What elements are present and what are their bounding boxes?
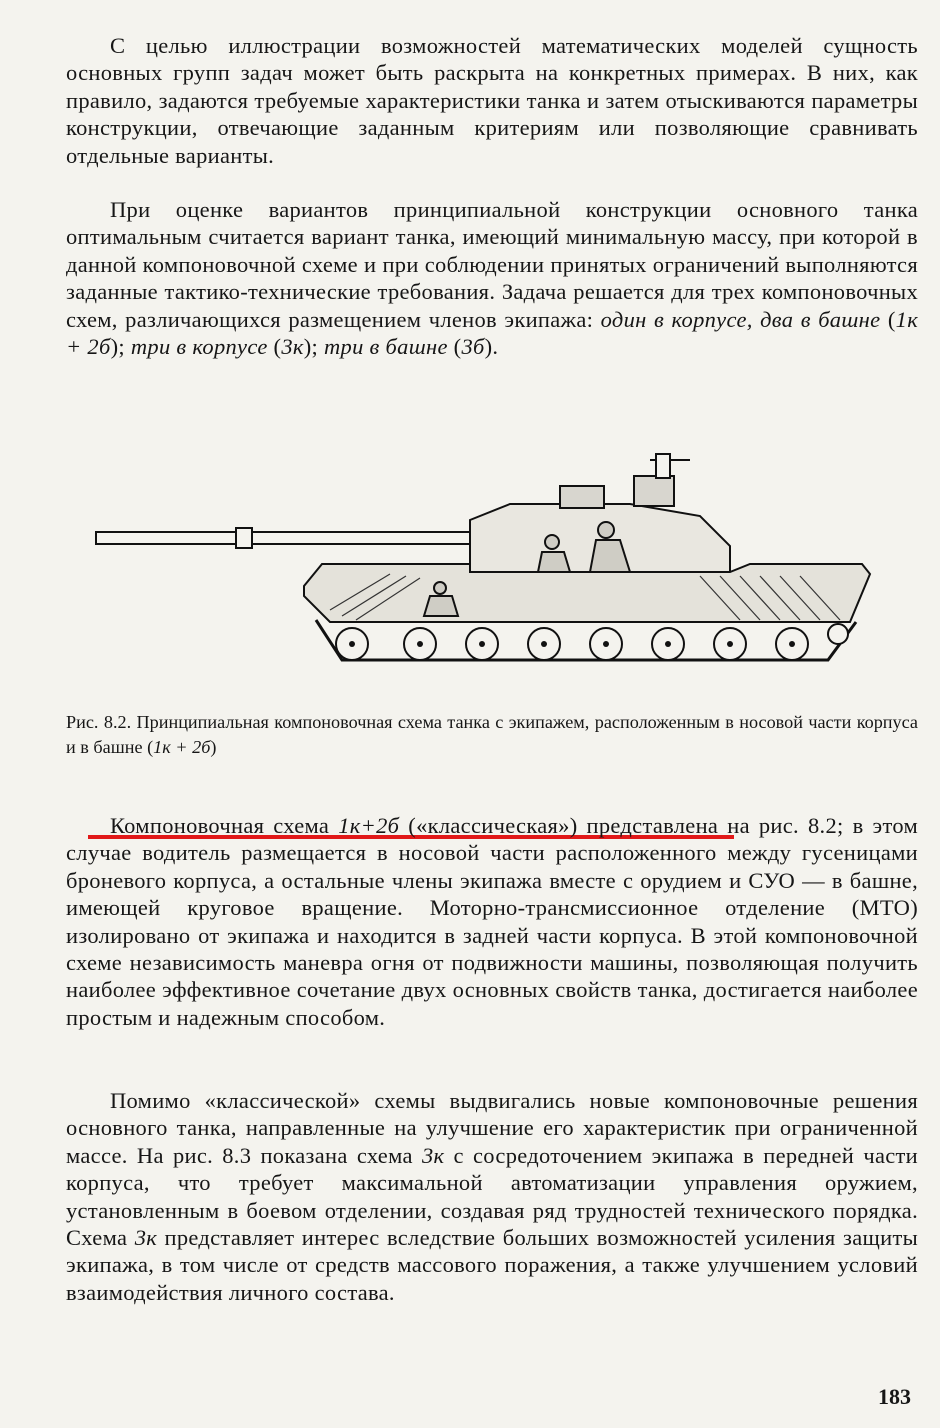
text-fragment: с сосредоточением экипажа в передней части корпуса, что требует максимальной автоматизации управления оружием, установленным в боевом отделении, создавая ряд трудностей технического порядка. Схема — [66, 1142, 918, 1251]
scheme-3k-ref-1: 3к — [421, 1142, 445, 1168]
text-fragment: ( — [267, 334, 282, 360]
text-fragment: ). — [484, 334, 499, 360]
highlighted-phrase-scheme: 1к+2б — [338, 813, 400, 838]
text-fragment: ( — [880, 306, 896, 332]
text-fragment: ) — [210, 736, 217, 757]
paragraph-variants — [66, 196, 918, 360]
page-number: 183 — [878, 1384, 911, 1409]
paragraph-classic-scheme-text: представлена на рис. 8.2; в этом случае водитель размещается в носовой части расположенного между гусеницами броневого корпуса, а остальные члены экипажа вместе с орудием и СУО — в башне, имеющей круговое вращение. Моторно-трансмиссионное отделение (МТО) изолировано от экипажа и находится в задней части корпуса. В этой компоновочной схеме независимость маневра огня от подвижности машины, позволяющая получить наиболее эффективное сочетание двух основных свойств танка, достигается наиболее простым и надежным способом. — [66, 813, 918, 1030]
paragraph-intro-text: С целью иллюстрации возможностей математических моделей сущность основных групп задач может быть раскрыта на конкретных примерах. В них, как правило, задаются требуемые характеристики танка и затем отыскиваются параметры конструкции, отвечающие заданным критериям или позволяющие сравнивать отдельные варианты. — [66, 33, 918, 168]
scheme-3k-ref-2: 3к — [134, 1225, 158, 1251]
figure-caption — [66, 710, 918, 759]
paragraph-variants-text: При оценке вариантов принципиальной конструкции основного танка оптимальным считается вариант танка, имеющий минимальную массу, при которой в данной компоновочной схеме и при соблюдении принятых ограничений выполняются заданные тактико-технические требования. Задача решается для трех компоновочных схем, различающихся размещением членов экипажа: — [66, 197, 918, 332]
paragraph-classic-scheme — [66, 812, 918, 1031]
paragraph-intro — [66, 32, 918, 169]
crew-commander-head — [598, 522, 614, 538]
hull — [304, 564, 870, 622]
crew-gunner-head — [545, 535, 559, 549]
tank-cutaway-illustration-icon — [96, 454, 870, 660]
scheme-3k-code: 3к — [281, 334, 304, 360]
highlighted-phrase-start: Компоновочная схема — [110, 813, 339, 838]
text-fragment: представляет интерес вследствие больших возможностей усиления защиты экипажа, в том числе от средств массового поражения, а также улучшением условий взаимодействия личного состава. — [66, 1225, 918, 1305]
highlighted-phrase-end: («классическая») — [399, 813, 578, 838]
figure-caption-text: Рис. 8.2. Принципиальная компоновочная схема танка с экипажем, расположенным в носовой части корпуса и в башне ( — [66, 712, 918, 757]
gun-barrel — [252, 532, 482, 544]
scheme-3k-words: три в корпусе — [130, 334, 268, 360]
track — [316, 620, 856, 660]
gun-barrel-muzzle — [96, 532, 236, 544]
paragraph-new-solutions — [66, 1087, 918, 1306]
scheme-3b-words: три в башне — [323, 334, 448, 360]
text-fragment: ( — [447, 334, 462, 360]
scheme-1k2b-words: один в корпусе, два в башне — [600, 306, 881, 332]
paragraph-new-solutions-text: Помимо «классической» схемы выдвигались новые компоновочные решения основного танка, направленные на улучшение его характеристик при ограниченной массе. На рис. 8.3 показана схема — [66, 1088, 918, 1168]
text-fragment: ); — [303, 334, 324, 360]
crew-driver-head — [434, 582, 446, 594]
scheme-3b-code: 3б — [461, 334, 485, 360]
scheme-1k2b-code: 1к + 2б — [66, 306, 919, 360]
road-wheels — [336, 624, 848, 660]
figure-caption-scheme: 1к + 2б — [153, 736, 211, 757]
tank-cutaway-figure — [90, 446, 880, 686]
text-fragment: ); — [110, 334, 131, 360]
